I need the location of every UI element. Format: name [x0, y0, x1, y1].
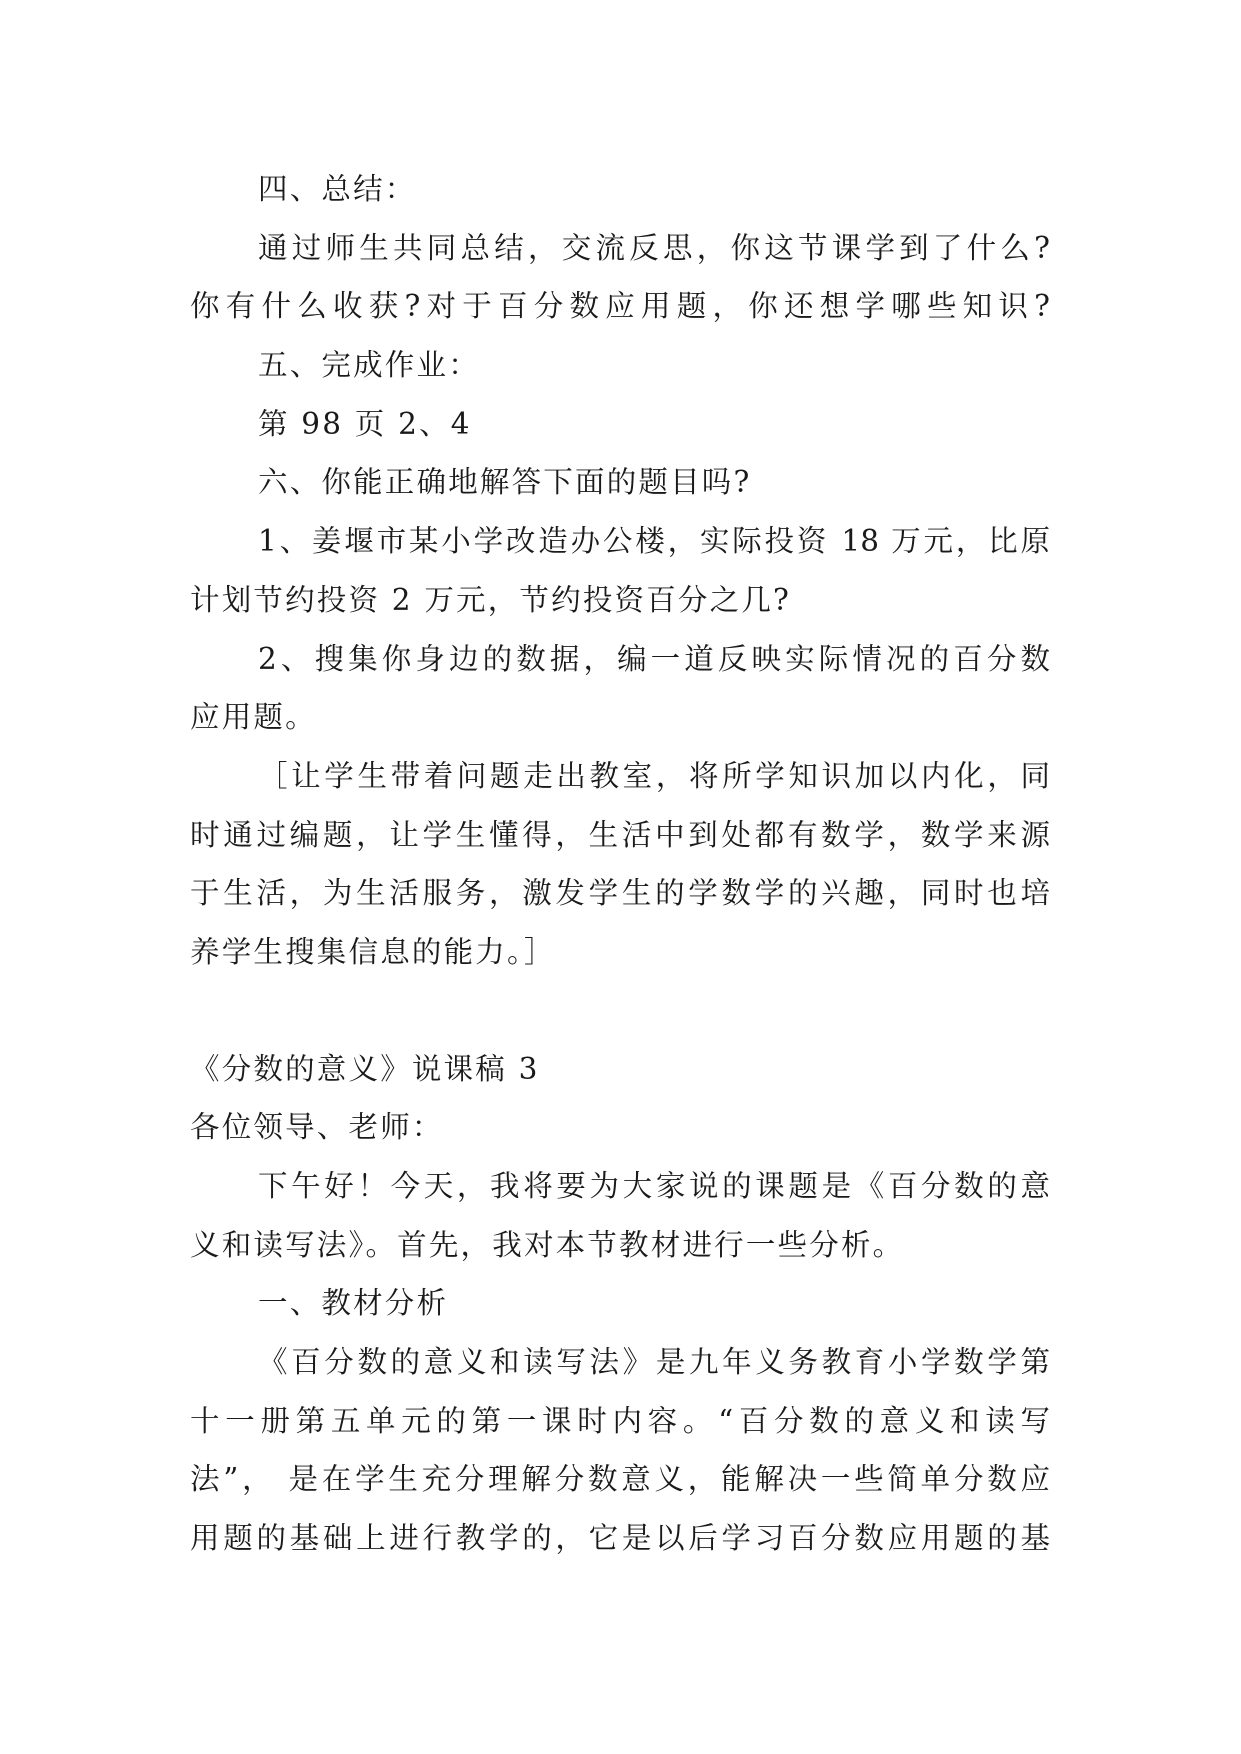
paragraph-line: 通过师生共同总结，交流反思，你这节课学到了什么?	[258, 230, 1050, 265]
question-line: 2、搜集你身边的数据，编一道反映实际情况的百分数	[258, 641, 1050, 676]
note-line: 时通过编题，让学生懂得，生活中到处都有数学，数学来源	[190, 817, 1050, 852]
question-line: 计划节约投资 2 万元，节约投资百分之几?	[190, 582, 792, 617]
paragraph-line: 《百分数的意义和读写法》是九年义务教育小学数学第	[258, 1345, 1050, 1380]
paragraph-line: 下午好！今天，我将要为大家说的课题是《百分数的意	[258, 1169, 1050, 1203]
heading-material-analysis: 一、教材分析	[258, 1286, 449, 1321]
paragraph-line: 你有什么收获?对于百分数应用题，你还想学哪些知识?	[190, 289, 1050, 324]
paragraph-line: 用题的基础上进行教学的，它是以后学习百分数应用题的基	[190, 1521, 1050, 1556]
greeting-line: 各位领导、老师：	[190, 1110, 444, 1145]
heading-homework: 五、完成作业：	[258, 348, 480, 383]
heading-questions: 六、你能正确地解答下面的题目吗?	[258, 465, 752, 500]
paragraph-line: 法”， 是在学生充分理解分数意义，能解决一些简单分数应	[190, 1462, 1050, 1497]
paragraph-line: 十一册第五单元的第一课时内容。“百分数的意义和读写	[190, 1403, 1050, 1438]
question-line: 应用题。	[190, 700, 317, 735]
note-line: ［让学生带着问题走出教室，将所学知识加以内化，同	[258, 758, 1050, 793]
homework-pages: 第 98 页 2、4	[258, 406, 472, 441]
question-line: 1、姜堰市某小学改造办公楼，实际投资 18 万元，比原	[258, 524, 1050, 559]
document-title: 《分数的意义》说课稿 3	[190, 1051, 540, 1086]
heading-summary: 四、总结：	[258, 172, 417, 206]
note-line: 于生活，为生活服务，激发学生的学数学的兴趣，同时也培	[190, 876, 1050, 911]
paragraph-line: 义和读写法》。首先，我对本节教材进行一些分析。	[190, 1227, 905, 1262]
document-page	[190, 160, 1050, 1568]
section-gap	[190, 982, 1050, 1040]
note-line: 养学生搜集信息的能力。］	[190, 934, 556, 969]
